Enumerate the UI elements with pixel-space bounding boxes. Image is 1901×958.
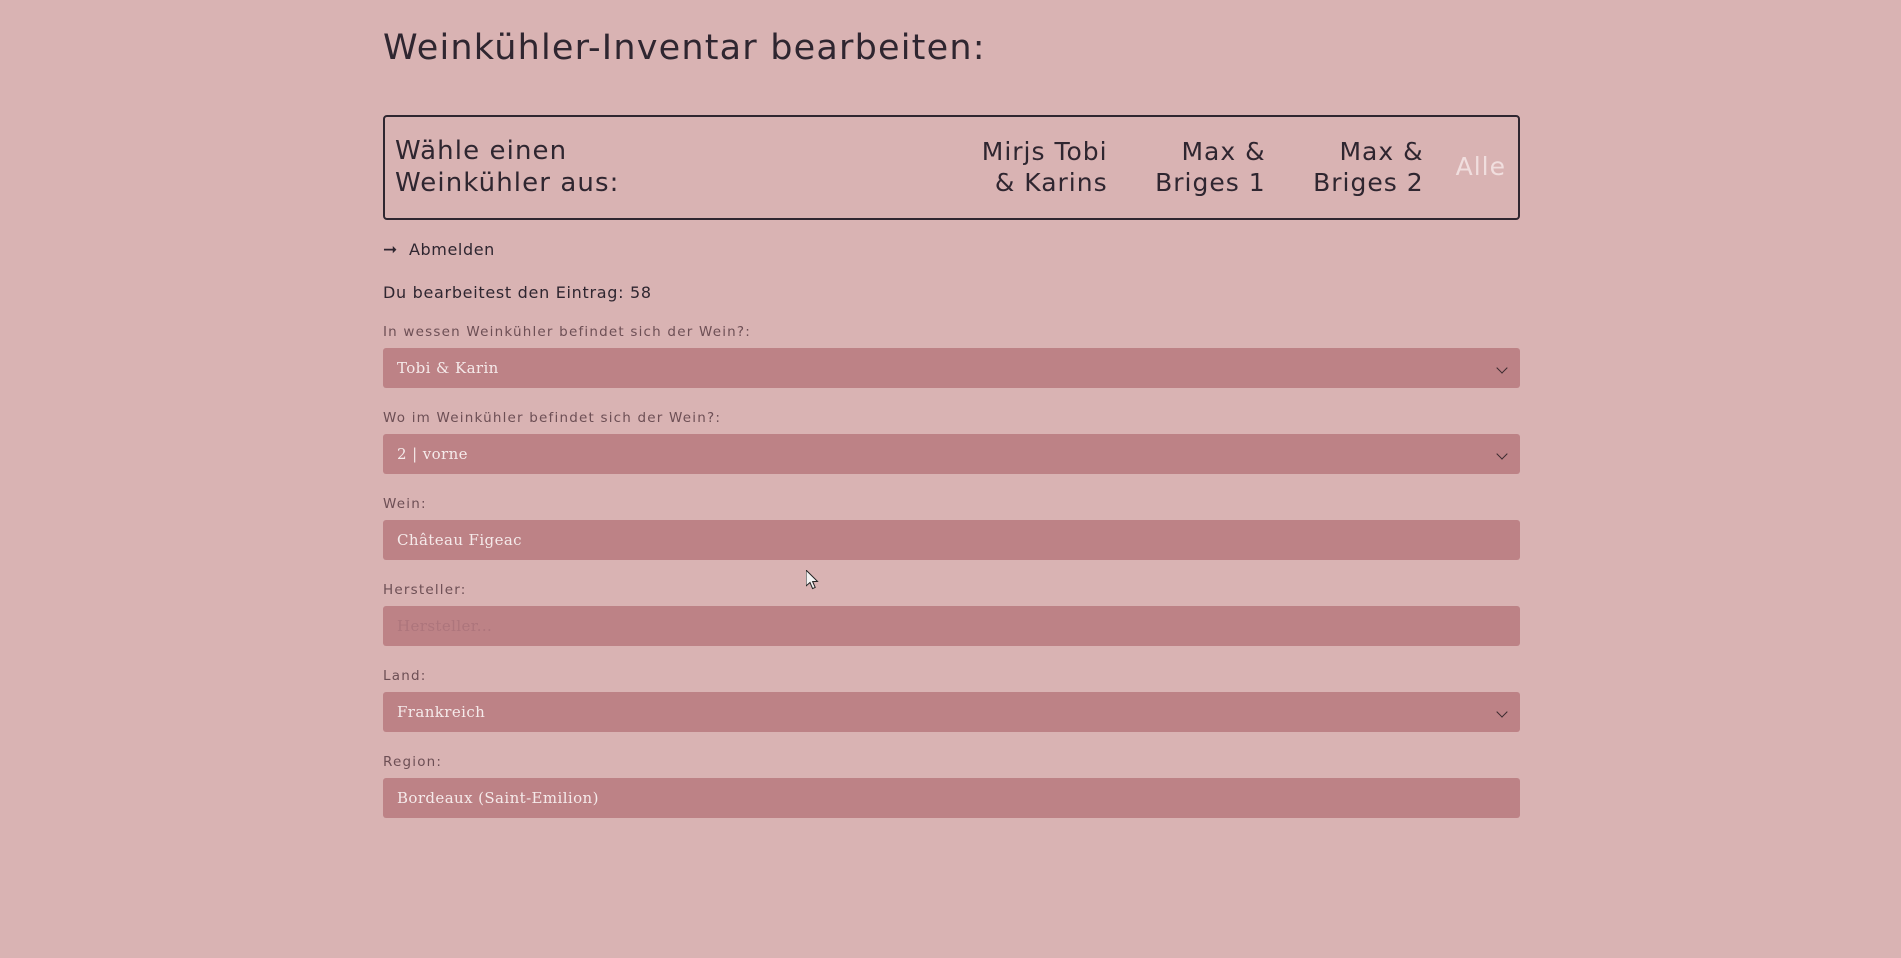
field-position xyxy=(383,410,1520,474)
field-label-wine: Wein: xyxy=(383,496,427,512)
field-label-owner: In wessen Weinkühler befindet sich der Wein?: xyxy=(383,324,752,340)
region-input-value: Bordeaux (Saint-Emilion) xyxy=(397,789,599,807)
cooler-selector xyxy=(383,115,1520,220)
country-select[interactable] xyxy=(383,692,1520,732)
field-label-producer: Hersteller: xyxy=(383,582,467,598)
chevron-down-icon xyxy=(1498,363,1508,373)
country-select-value: Frankreich xyxy=(397,703,486,721)
position-select-value: 2 | vorne xyxy=(397,445,468,463)
cooler-selector-prompt: Wähle einen Weinkühler aus: xyxy=(395,135,620,198)
producer-input[interactable] xyxy=(383,606,1520,646)
cooler-selector-options xyxy=(725,137,1510,199)
field-country xyxy=(383,668,1520,732)
chevron-down-icon xyxy=(1498,449,1508,459)
chevron-down-icon xyxy=(1498,707,1508,717)
field-wine xyxy=(383,496,1520,560)
cooler-option-max-briges-1[interactable]: Max & Briges 1 xyxy=(1155,136,1266,197)
logout-icon: ➞ xyxy=(383,239,398,260)
position-select[interactable] xyxy=(383,434,1520,474)
region-input[interactable] xyxy=(383,778,1520,818)
cooler-option-alle[interactable]: Alle xyxy=(1455,152,1506,182)
page-title: Weinkühler-Inventar bearbeiten: xyxy=(383,28,986,68)
logout-row[interactable] xyxy=(383,240,1520,259)
field-owner xyxy=(383,324,1520,388)
wine-input-value: Château Figeac xyxy=(397,531,522,549)
cooler-option-max-briges-2[interactable]: Max & Briges 2 xyxy=(1313,136,1424,197)
cooler-option-mirjs-tobi-karins[interactable]: Mirjs Tobi & Karins xyxy=(981,136,1108,197)
field-region xyxy=(383,754,1520,818)
wine-input[interactable] xyxy=(383,520,1520,560)
owner-select-value: Tobi & Karin xyxy=(397,359,499,377)
field-label-region: Region: xyxy=(383,754,443,770)
field-producer xyxy=(383,582,1520,646)
entry-info: Du bearbeitest den Eintrag: 58 xyxy=(383,283,652,302)
field-label-position: Wo im Weinkühler befindet sich der Wein?: xyxy=(383,410,722,426)
logout-link[interactable]: Abmelden xyxy=(409,240,495,259)
page-content xyxy=(383,0,1520,818)
producer-input-placeholder: Hersteller... xyxy=(397,617,493,635)
owner-select[interactable] xyxy=(383,348,1520,388)
field-label-country: Land: xyxy=(383,668,427,684)
